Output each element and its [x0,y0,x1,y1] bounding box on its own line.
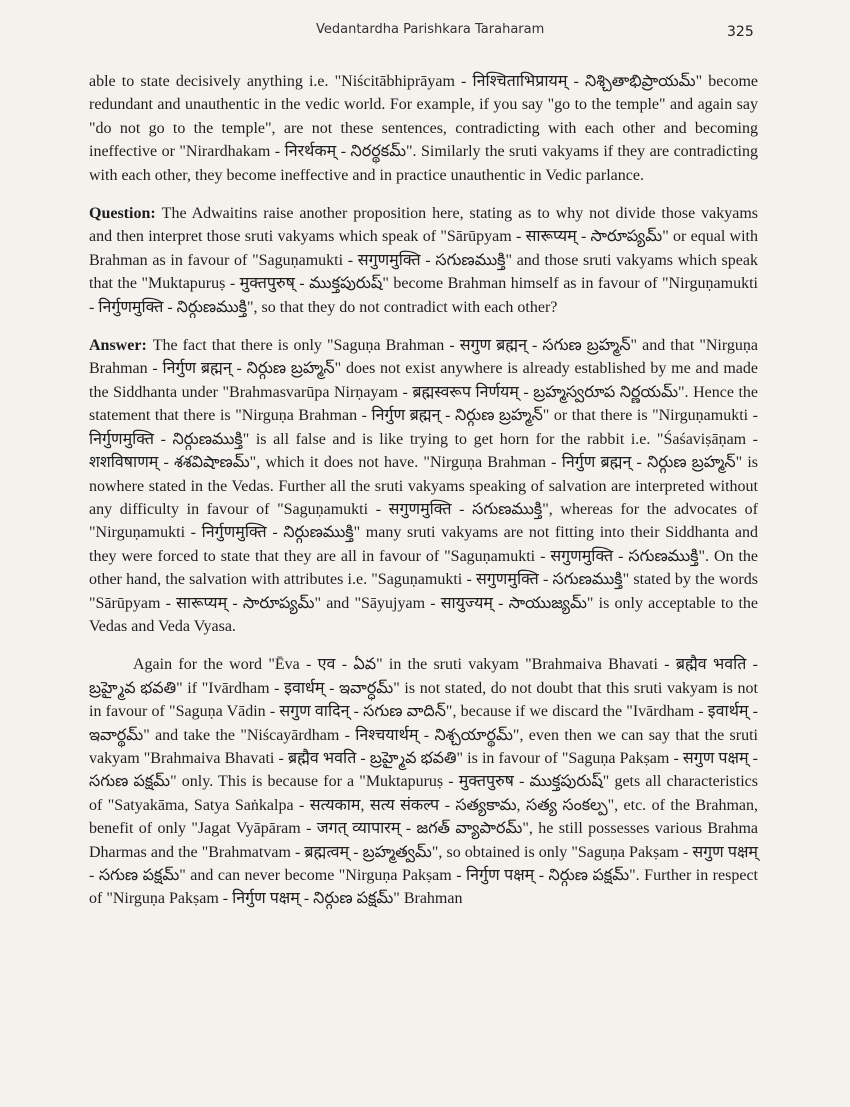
page-number: 325 [727,24,754,40]
question-paragraph [89,202,758,319]
paragraph-continuation: able to state decisively anything i.e. "Niścitābhiprāyam - निश्चिताभिप्रायम् - నిశ్చితాభిప్రాయమ్" become redundant and unauthentic in the vedic world. For example, if you say "go to the temple" and again say "do not go to the temple", are not these sentences, contradicting with each other and becoming ineffective or "Nirardhakam - निरर्थकम् - నిరర్థకమ్". Similarly the sruti vakyams if they are contradicting with each other, they become ineffective and in practice unauthentic in Vedic parlance. [89,73,758,184]
question-text: The Adwaitins raise another proposition here, stating as to why not divide those vakyams and then interpret those sruti vakyams which speak of "Sārūpyam - सारूप्यम् - సారూప్యమ్" or equal with Brahman as in favour of "Saguṇamukti - सगुणमुक्ति - సగుణముక్తి" and those sruti vakyams which speak that the "Muktapuruṣ - मुक्तपुरुष् - ముక్తపురుష్" become Brahman himself as in favour of "Nirguṇamukti - निर्गुणमुक्ति - నిర్గుణముక్తి", so that they do not contradict with each other? [89,205,758,316]
answer-label: Answer: [89,337,147,355]
running-title: Vedantardha Parishkara Taraharam [316,22,545,37]
paragraph-eva: Again for the word "Ēva - एव - ఏవ" in the sruti vakyam "Brahmaiva Bhavati - ब्रह्मैव भवति - బ్రహ్మైవ భవతి" if "Ivārdham - इवार्धम् - ఇవార్ధమ్" is not stated, do not doubt that this sruti vakyam is not in favour of "Saguṇa Vādin - सगुण वादिन् - సగుణ వాదిన్", because if we discard the "Ivārdham - इवार्थम् - ఇవార్థమ్" and take the "Niścayārdham - निश्चयार्थम् - నిశ్చయార్థమ్", even then we can say that the sruti vakyam "Brahmaiva Bhavati - ब्रह्मैव भवति - బ్రహ్మైవ భవతి" is in favour of "Saguṇa Pakṣam - सगुण पक्षम् - సగుణ పక్షమ్" only. This is because for a "Muktapuruṣ - मुक्तपुरुष - ముక్తపురుష్" gets all characteristics of "Satyakāma, Satya Saṅkalpa - सत्यकाम, सत्य संकल्प - సత్యకామ, సత్య సంకల్ప", etc. of the Brahman, benefit of only "Jagat Vyāpāram - जगत् व्यापारम् - జగత్ వ్యాపారమ్", he still possesses various Brahma Dharmas and the "Brahmatvam - ब्रह्मत्वम् - బ్రహ్మత్వమ్", so obtained is only "Saguṇa Pakṣam - सगुण पक्षम् - సగుణ పక్షమ్" and can never become "Nirguṇa Pakṣam - निर्गुण पक्षम् - నిర్గుణ పక్షమ్". Further in respect of "Nirguṇa Pakṣam - निर्गुण पक्षम् - నిర్గుణ పక్షమ్" Brahman [89,656,758,908]
answer-paragraph [89,334,758,638]
answer-text: The fact that there is only "Saguṇa Brahman - सगुण ब्रह्मन् - సగుణ బ్రహ్మన్" and that "Nirguṇa Brahman - निर्गुण ब्रह्मन् - నిర్గుణ బ్రహ్మన్" does not exist anywhere is already established by me and made the Siddhanta under "Brahmasvarūpa Nirṇayam - ब्रह्मस्वरूप निर्णयम् - బ్రహ్మస్వరూప నిర్ణయమ్". Hence the statement that there is "Nirguṇa Brahman - निर्गुण ब्रह्मन् - నిర్గుణ బ్రహ్మన్" or that there is "Nirguṇamukti - निर्गुणमुक्ति - నిర్గుణముక్తి" is all false and is like trying to get horn for the rabbit i.e. "Śaśaviṣāṇam - शशविषाणम् - శశవిషాణమ్", which it does not have. "Nirguṇa Brahman - निर्गुण ब्रह्मन् - నిర్గుణ బ్రహ్మన్" is nowhere stated in the Vedas. Further all the sruti vakyams speaking of salvation are interpreted without any difficulty in favour of "Saguṇamukti - सगुणमुक्ति - సగుణముక్తి", whereas for the advocates of "Nirguṇamukti - निर्गुणमुक्ति - నిర్గుణముక్తి" many sruti vakyams are not fitting into their Siddhanta and they were forced to state that they are all in favour of "Saguṇamukti - सगुणमुक्ति - సగుణముక్తి". On the other hand, the salvation with attributes i.e. "Saguṇamukti - सगुणमुक्ति - సగుణముక్తి" stated by the words "Sārūpyam - सारूप्यम् - సారూప్యమ్" and "Sāyujyam - सायुज्यम् - సాయుజ్యమ్" is only acceptable to the Vedas and Veda Vyasa. [89,337,758,635]
question-label: Question: [89,205,156,223]
body-text [89,70,758,911]
